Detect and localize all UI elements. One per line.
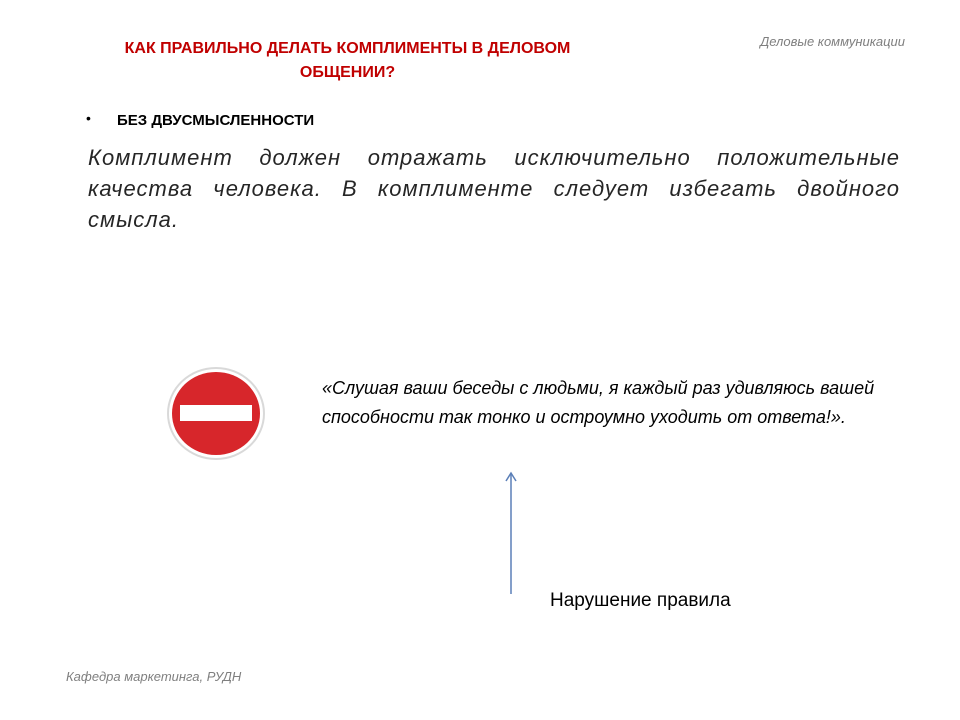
slide-title: КАК ПРАВИЛЬНО ДЕЛАТЬ КОМПЛИМЕНТЫ В ДЕЛОВОМ ОБЩЕНИИ? bbox=[124, 40, 571, 81]
footer-note: Кафедра маркетинга, РУДН bbox=[66, 669, 242, 684]
violation-label: Нарушение правила bbox=[550, 590, 731, 611]
quote-text: «Слушая ваши беседы с людьми, я каждый раз удивляюсь вашей способности так тонко и остроумно уходить от ответа!». bbox=[322, 378, 875, 427]
main-text: Комплимент должен отражать исключительно положительные качества человека. В комплименте следует избегать двойного смысла. bbox=[88, 145, 900, 232]
no-entry-sign-icon bbox=[166, 366, 266, 461]
up-arrow-icon bbox=[502, 470, 520, 596]
header-note: Деловые коммуникации bbox=[760, 34, 905, 49]
bullet-heading: БЕЗ ДВУСМЫСЛЕННОСТИ bbox=[117, 112, 315, 129]
bullet-marker: • bbox=[86, 110, 91, 126]
